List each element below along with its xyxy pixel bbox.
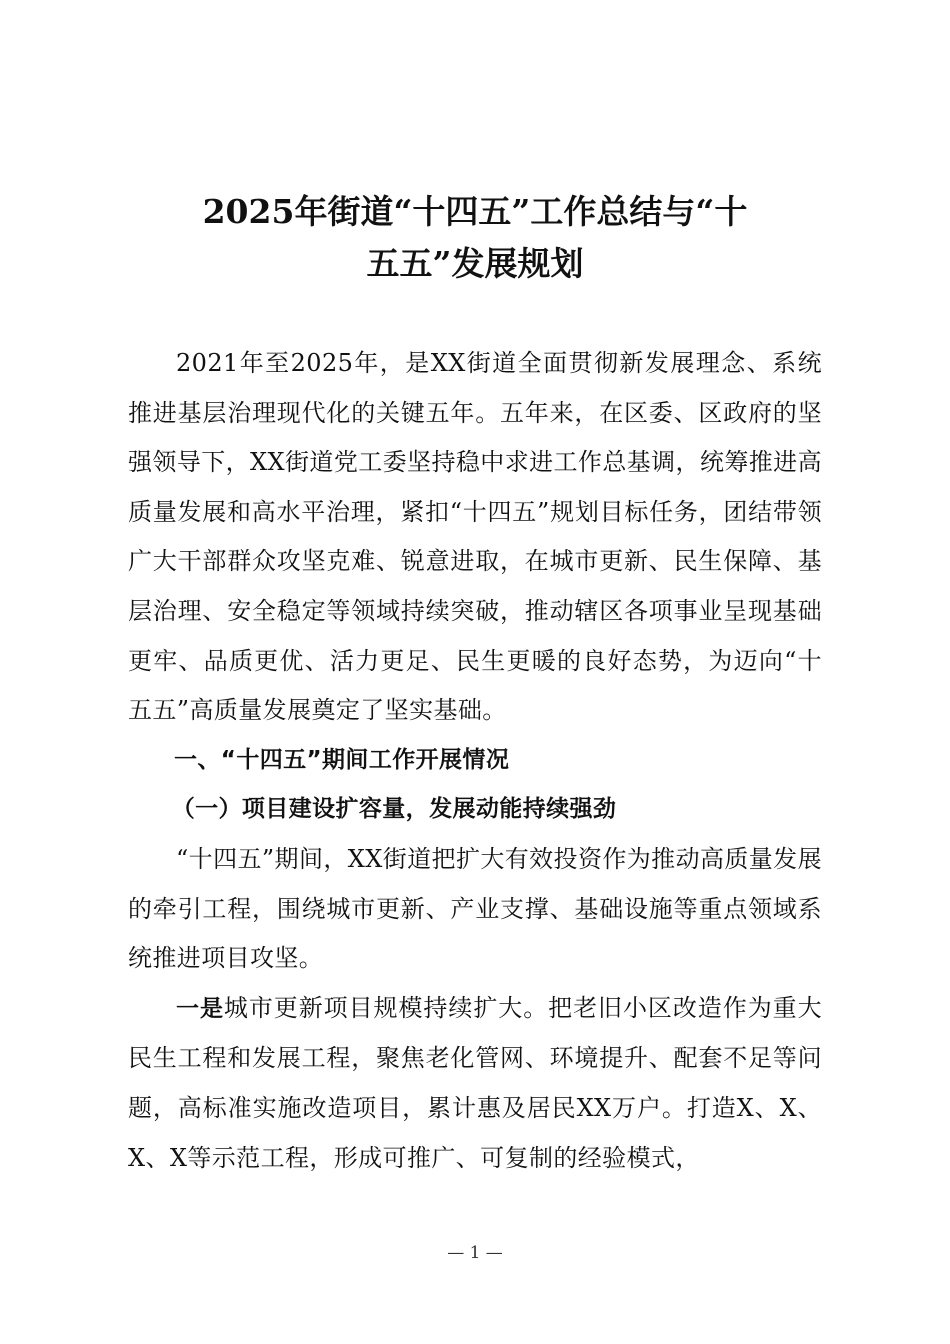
body-paragraph: “十四五”期间，XX街道把扩大有效投资作为推动高质量发展的牵引工程，围绕城市更新、产业支撑、基础设施等重点领域系统推进项目攻坚。 (128, 844, 822, 973)
document-title (128, 186, 822, 290)
subsection-heading: （一）项目建设扩容量，发展动能持续强劲 (171, 796, 617, 823)
item-text: 城市更新项目规模持续扩大。把老旧小区改造作为重大民生工程和发展工程，聚焦老化管网、环境提升、配套不足等问题，高标准实施改造项目，累计惠及居民XX万户。打造X、X、X、X等示范工程，形成可推广、可复制的经验模式， (128, 993, 822, 1172)
title-line-2: 五五”发展规划 (366, 244, 584, 283)
document-body (128, 339, 822, 1183)
item-lead: 一是 (176, 995, 224, 1022)
body-paragraph-item (128, 984, 822, 1183)
section-heading: 一、“十四五”期间工作开展情况 (174, 746, 510, 773)
page-number: — 1 — (447, 1243, 503, 1263)
title-line-1: 2025年街道“十四五”工作总结与“十 (202, 192, 748, 231)
intro-paragraph: 2021年至2025年，是XX街道全面贯彻新发展理念、系统推进基层治理现代化的关键五年。五年来，在区委、区政府的坚强领导下，XX街道党工委坚持稳中求进工作总基调，统筹推进高质量发展和高水平治理，紧扣“十四五”规划目标任务，团结带领广大干部群众攻坚克难、锐意进取，在城市更新、民生保障、基层治理、安全稳定等领域持续突破，推动辖区各项事业呈现基础更牢、品质更优、活力更足、民生更暖的良好态势，为迈向“十五五”高质量发展奠定了坚实基础。 (128, 349, 822, 725)
